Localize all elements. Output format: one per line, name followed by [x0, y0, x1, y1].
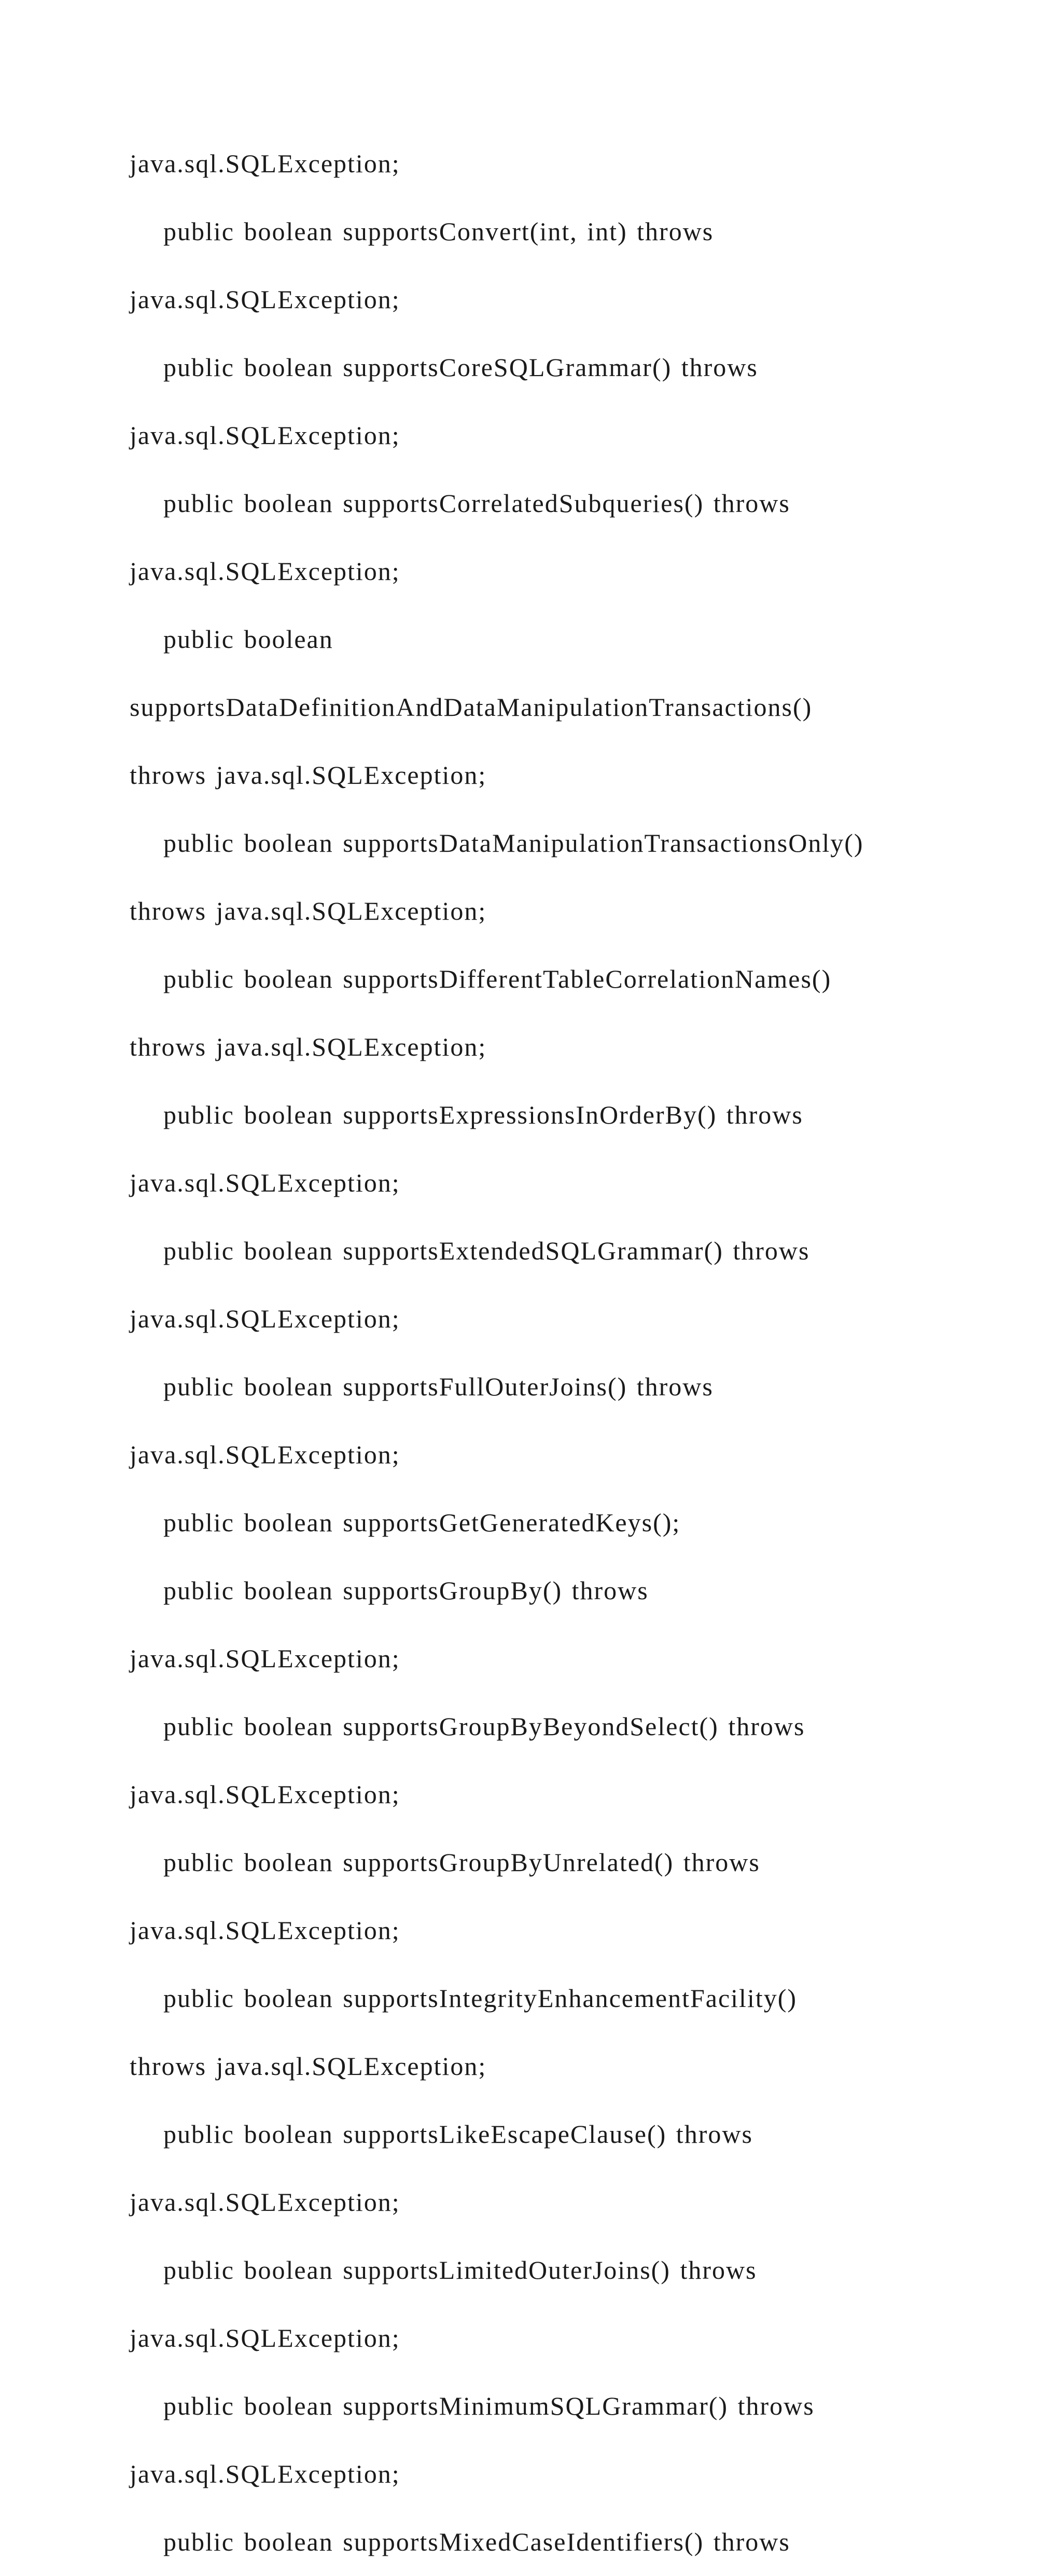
code-line: public boolean supportsFullOuterJoins() throws: [163, 1372, 714, 1401]
code-line: public boolean supportsConvert(int, int) throws: [163, 217, 714, 246]
code-line: throws java.sql.SQLException;: [130, 760, 487, 790]
code-line: java.sql.SQLException;: [130, 1916, 400, 1945]
code-line: throws java.sql.SQLException;: [130, 896, 487, 925]
code-line: java.sql.SQLException;: [130, 421, 400, 450]
code-line: java.sql.SQLException;: [130, 1644, 400, 1673]
code-line: java.sql.SQLException;: [130, 1780, 400, 1809]
code-line: java.sql.SQLException;: [130, 1304, 400, 1333]
code-line: public boolean supportsGroupByUnrelated() throws: [163, 1848, 760, 1877]
code-line: java.sql.SQLException;: [130, 2323, 400, 2352]
code-line: java.sql.SQLException;: [130, 557, 400, 586]
code-line: supportsDataDefinitionAndDataManipulationTransactions(): [130, 693, 813, 722]
code-line: java.sql.SQLException;: [130, 2459, 400, 2488]
code-line: java.sql.SQLException;: [130, 1168, 400, 1197]
code-line: public boolean supportsDataManipulationTransactionsOnly(): [163, 828, 864, 857]
code-line: java.sql.SQLException;: [130, 2187, 400, 2217]
code-line: public boolean supportsMinimumSQLGrammar() throws: [163, 2391, 815, 2420]
code-line: throws java.sql.SQLException;: [130, 1032, 487, 1061]
code-line: public boolean supportsExtendedSQLGrammar() throws: [163, 1236, 810, 1265]
code-line: public boolean supportsCoreSQLGrammar() throws: [163, 353, 758, 382]
code-line: public boolean supportsGroupByBeyondSelect() throws: [163, 1712, 805, 1741]
code-line: throws java.sql.SQLException;: [130, 2052, 487, 2081]
code-line: public boolean supportsLikeEscapeClause() throws: [163, 2120, 753, 2149]
code-line: public boolean supportsMixedCaseIdentifiers() throws: [163, 2527, 790, 2556]
code-line: public boolean supportsCorrelatedSubqueries() throws: [163, 489, 790, 518]
code-line: java.sql.SQLException;: [130, 285, 400, 314]
code-line: public boolean supportsIntegrityEnhancementFacility(): [163, 1984, 798, 2013]
code-line: public boolean supportsLimitedOuterJoins() throws: [163, 2255, 757, 2284]
code-line: java.sql.SQLException;: [130, 1440, 400, 1469]
code-text-body: [130, 130, 959, 2576]
code-line: public boolean supportsGetGeneratedKeys();: [163, 1508, 681, 1537]
code-line: public boolean: [163, 625, 333, 654]
code-line: public boolean supportsDifferentTableCorrelationNames(): [163, 964, 832, 993]
code-line: java.sql.SQLException;: [130, 149, 400, 178]
code-line: public boolean supportsGroupBy() throws: [163, 1576, 649, 1605]
code-line: public boolean supportsExpressionsInOrderBy() throws: [163, 1100, 803, 1129]
